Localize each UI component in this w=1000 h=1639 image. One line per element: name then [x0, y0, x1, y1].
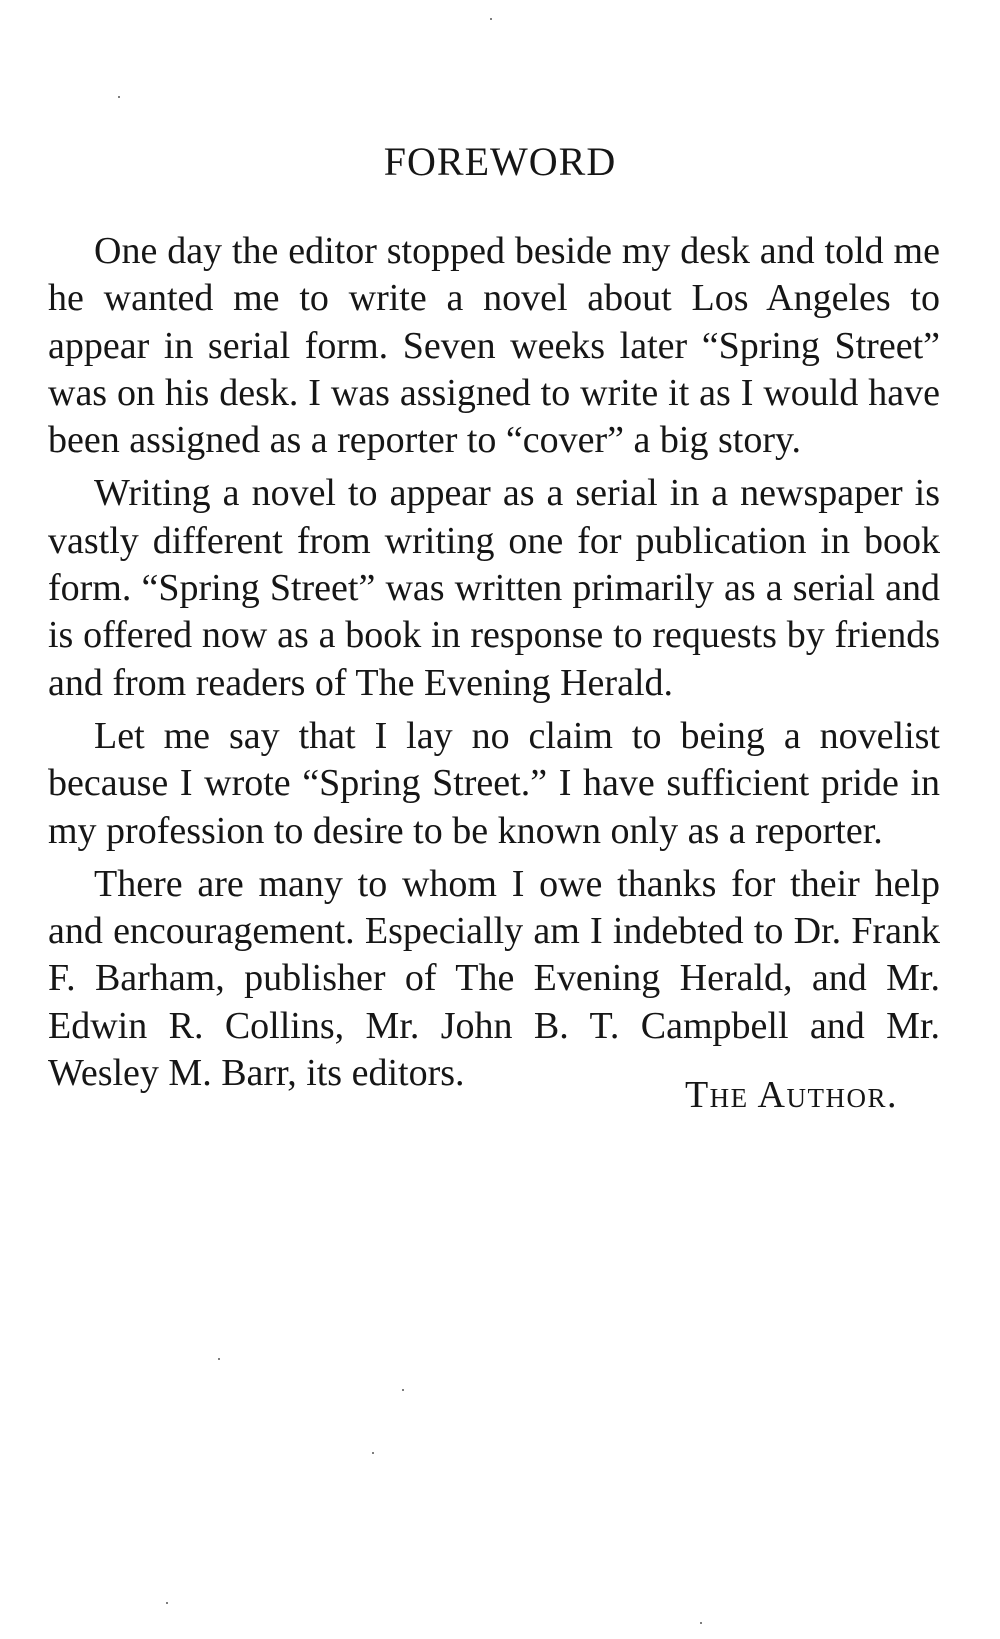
print-speck: [402, 1389, 404, 1391]
author-signature: The Author.: [684, 1074, 898, 1116]
paragraph-1: One day the editor stopped beside my desk and told me he wanted me to write a novel about Los Angeles to appear in serial form. Seven weeks later “Spring Street” was on his desk. I was assigned to write it as I would have been assigned as a reporter to “cover” a big story.: [48, 230, 940, 462]
paragraph-2: Writing a novel to appear as a serial in a newspaper is vastly different from writing one for publication in book form. “Spring Street” was written primarily as a serial and is offered now as a book in response to requests by friends and from readers of The Evening Herald.: [48, 472, 940, 704]
print-speck: [372, 1452, 374, 1454]
print-speck: [118, 96, 120, 98]
print-speck: [218, 1358, 220, 1360]
foreword-body: [48, 228, 940, 1103]
print-speck: [166, 1602, 168, 1604]
page-title: FOREWORD: [383, 139, 617, 184]
print-speck: [490, 18, 492, 20]
paragraph-4: There are many to whom I owe thanks for their help and encouragement. Especially am I indebted to Dr. Frank F. Barham, publisher of The Evening Herald, and Mr. Edwin R. Collins, Mr. John B. T. Campbell and Mr. Wesley M. Barr, its editors.: [48, 862, 940, 1095]
paragraph-3: Let me say that I lay no claim to being a novelist because I wrote “Spring Street.” I have sufficient pride in my profession to desire to be known only as a reporter.: [48, 714, 940, 852]
print-speck: [700, 1622, 702, 1624]
